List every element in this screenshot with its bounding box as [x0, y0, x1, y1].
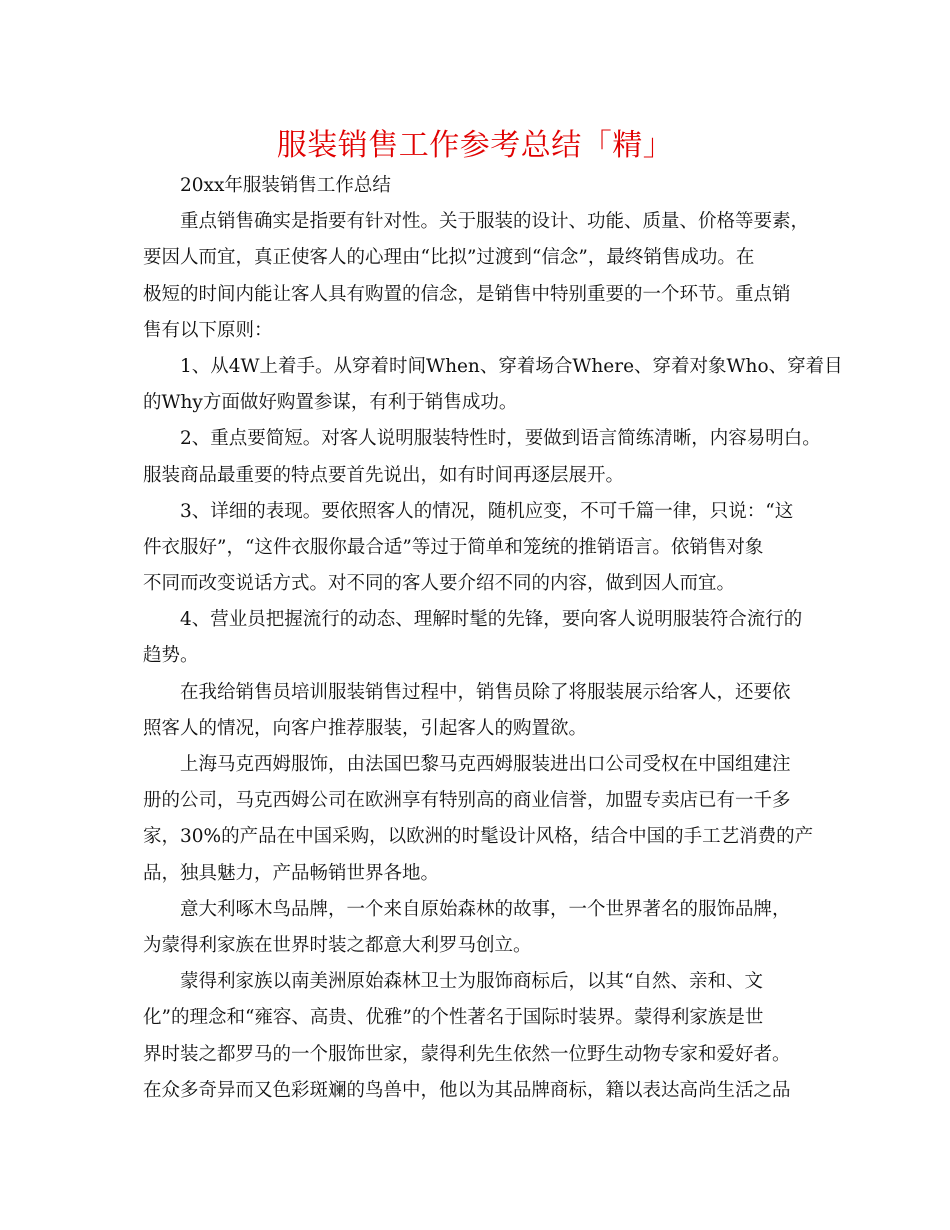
text-line: 要因人而宜，真正使客人的心理由“比拟”过渡到“信念”，最终销售成功。在: [143, 247, 755, 269]
text-line: 2、重点要简短。对客人说明服装特性时，要做到语言简练清晰，内容易明白。: [180, 428, 821, 450]
document-body: [143, 168, 843, 1109]
text-line: 重点销售确实是指要有针对性。关于服装的设计、功能、质量、价格等要素，: [180, 211, 810, 233]
text-line: 1、从4W上着手。从穿着时间When、穿着场合Where、穿着对象Who、穿着目: [180, 355, 843, 377]
text-line: 3、详细的表现。要依照客人的情况，随机应变，不可千篇一律，只说：“这: [180, 500, 794, 522]
text-line: 册的公司，马克西姆公司在欧洲享有特别高的商业信誉，加盟专卖店已有一千多: [143, 790, 791, 812]
text-line: 上海马克西姆服饰，由法国巴黎马克西姆服装进出口公司受权在中国组建注: [180, 754, 791, 775]
text-line: 20xx年服装销售工作总结: [180, 175, 391, 196]
text-line: 件衣服好”，“这件衣服你最合适”等过于简单和笼统的推销语言。依销售对象: [143, 536, 764, 558]
text-line: 趋势。: [143, 645, 199, 667]
text-line: 服装商品最重要的特点要首先说出，如有时间再逐层展开。: [143, 464, 625, 486]
text-line: 极短的时间内能让客人具有购置的信念，是销售中特别重要的一个环节。重点销: [143, 283, 791, 305]
document-title: 服装销售工作参考总结「精」: [276, 128, 674, 163]
text-line: 售有以下原则：: [143, 319, 273, 341]
text-line: 在我给销售员培训服装销售过程中，销售员除了将服装展示给客人，还要依: [180, 681, 791, 703]
text-line: 在众多奇异而又色彩斑斓的鸟兽中，他以为其品牌商标，籍以表达高尚生活之品: [143, 1079, 791, 1101]
text-line: 的Why方面做好购置参谋，有利于销售成功。: [143, 392, 518, 414]
text-line: 为蒙得利家族在世界时装之都意大利罗马创立。: [143, 934, 532, 956]
text-line: 不同而改变说话方式。对不同的客人要介绍不同的内容，做到因人而宜。: [143, 573, 736, 595]
text-line: 家，30%的产品在中国采购，以欧洲的时髦设计风格，结合中国的手工艺消费的产: [143, 826, 814, 848]
text-line: 4、营业员把握流行的动态、理解时髦的先锋，要向客人说明服装符合流行的: [180, 609, 803, 631]
text-line: 照客人的情况，向客户推荐服装，引起客人的购置欲。: [143, 717, 588, 739]
text-line: 界时装之都罗马的一个服饰世家，蒙得利先生依然一位野生动物专家和爱好者。: [143, 1043, 791, 1065]
text-line: 化”的理念和“雍容、高贵、优雅”的个性著名于国际时装界。蒙得利家族是世: [143, 1007, 764, 1029]
text-line: 品，独具魅力，产品畅销世界各地。: [143, 862, 440, 884]
text-line: 蒙得利家族以南美洲原始森林卫士为服饰商标后，以其“自然、亲和、文: [180, 971, 763, 993]
text-line: 意大利啄木鸟品牌，一个来自原始森林的故事，一个世界著名的服饰品牌，: [180, 898, 791, 920]
